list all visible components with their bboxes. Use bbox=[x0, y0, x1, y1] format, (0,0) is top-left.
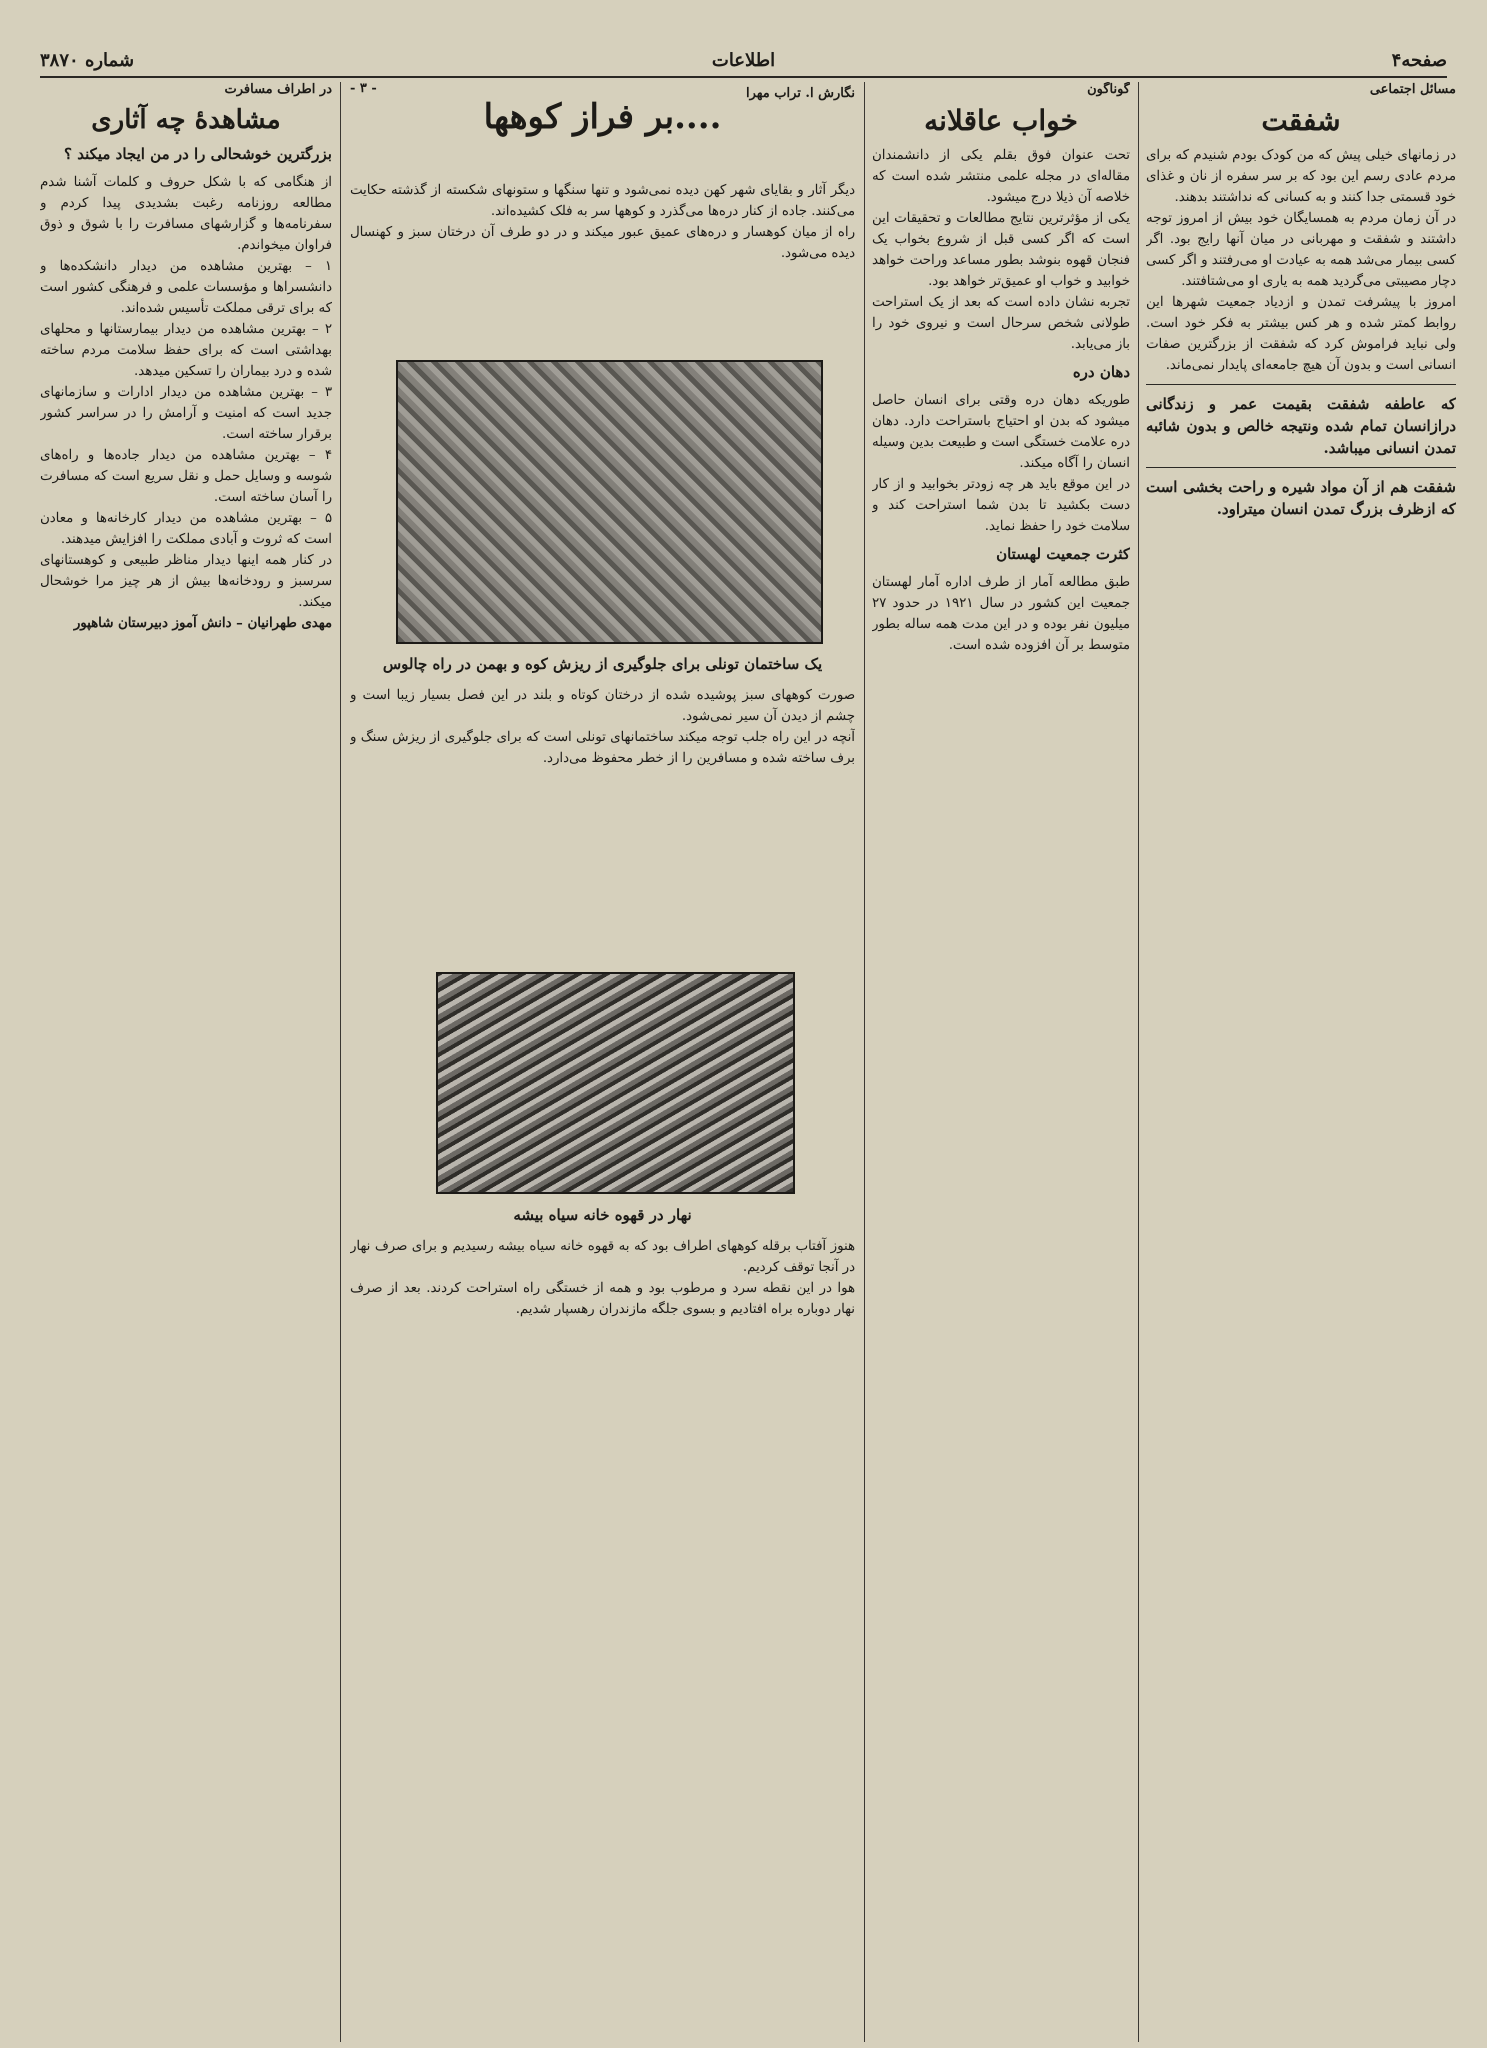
paragraph: در آن زمان مردم به همسایگان خود بیش از امروز توجه داشتند و شفقت و مهربانی در میان آنها رایج بود. اگر کسی بیمار می‌شد همه به عیادت او می‌رفتند و اگر کسی دچار مصیبتی می‌گردید همه به یاری او می‌شتافتند. bbox=[1146, 211, 1456, 289]
paragraph: صورت کوههای سبز پوشیده شده از درختان کوتاه و بلند در این فصل بسیار زیبا است و چشم از دیدن آن سیر نمی‌شود. bbox=[350, 688, 855, 724]
left-column bbox=[40, 82, 332, 2042]
page-number: صفحه۴ bbox=[1391, 50, 1447, 71]
paragraph: در کنار همه اینها دیدار مناظر طبیعی و کوهستانهای سرسبز و رودخانه‌ها بیش از هر چیز مرا خوشحال میکند. bbox=[40, 553, 332, 610]
center-middle-text bbox=[350, 685, 855, 955]
paragraph: ۱ – بهترین مشاهده من دیدار دانشکده‌ها و دانشسراها و مؤسسات علمی و فرهنگی کشور است که برای ترقی مملکت تأسیس شده‌اند. bbox=[40, 259, 332, 316]
paragraph: یکی از مؤثرترین نتایج مطالعات و تحقیقات این است که اگر کسی قبل از شروع بخواب یک فنجان قهوه بنوشد بطور مساعد وراحت خواهد خوابید و خواب او عمیق‌تر خواهد بود. bbox=[872, 211, 1130, 289]
paragraph: در این موقع باید هر چه زودتر بخوابید و از کار دست بکشید تا بدن شما استراحت کند و سلامت خود را حفظ نماید. bbox=[872, 477, 1130, 534]
paragraph: دیگر آثار و بقایای شهر کهن دیده نمی‌شود و تنها سنگها و ستونهای شکسته از گذشته حکایت می‌کنند. جاده از کنار دره‌ها می‌گذرد و کوهها سر به فلک کشیده‌اند. bbox=[350, 183, 855, 219]
section-label: در اطراف مسافرت bbox=[224, 82, 332, 97]
paragraph: امروز با پیشرفت تمدن و ازدیاد جمعیت شهرها این روابط کمتر شده و هر کس بیشتر به فکر خود است. ولی نباید فراموش کرد که شفقت از بزرگترین صفات انسانی است و بدون آن هیچ جامعه‌ای پایدار نمی‌ماند. bbox=[1146, 295, 1456, 373]
paragraph: طبق مطالعه آمار از طرف اداره آمار لهستان جمعیت این کشور در سال ۱۹۲۱ در حدود ۲۷ میلیون نفر بوده و در این مدت همه ساله بطور متوسط بر آن افزوده شده است. bbox=[872, 575, 1130, 653]
paragraph: راه از میان کوهسار و دره‌های عمیق عبور میکند و در دو طرف آن درختان سبز و کهنسال دیده می‌شود. bbox=[350, 225, 855, 261]
center-article-title: ....بر فراز کوهها bbox=[483, 97, 722, 137]
paragraph: هوا در این نقطه سرد و مرطوب بود و همه از خستگی راه استراحت کردند. بعد از صرف نهار دوباره براه افتادیم و بسوی جلگه مازندران رهسپار شدیم. bbox=[350, 1281, 855, 1317]
center-intro bbox=[350, 180, 855, 350]
paragraph: در زمانهای خیلی پیش که من کودک بودم شنیدم که برای مردم عادی رسم این بود که بر سر سفره از نان و غذای خود قسمتی جدا کنند و به کسانی که نداشتند بدهند. bbox=[1146, 148, 1456, 205]
column-rule bbox=[1138, 82, 1139, 2042]
article-title: خواب عاقلانه bbox=[924, 104, 1078, 137]
right-middle-column bbox=[872, 82, 1130, 2042]
paragraph: تحت عنوان فوق بقلم یکی از دانشمندان مقاله‌ای در مجله علمی منتشر شده است که خلاصه آن ذیلا درج میشود. bbox=[872, 148, 1130, 205]
paragraph: ۴ – بهترین مشاهده من دیدار جاده‌ها و راه‌های شوسه و وسایل حمل و نقل سریع است که مسافرت را آسان ساخته است. bbox=[40, 448, 332, 505]
tunnel-photo bbox=[396, 360, 823, 644]
paragraph: آنچه در این راه جلب توجه میکند ساختمانهای تونلی است که برای جلوگیری از ریزش سنگ و برف ساخته شده و مسافرین را از خطر محفوظ می‌دارد. bbox=[350, 730, 855, 766]
newspaper-name: اطلاعات bbox=[711, 50, 776, 71]
photo-caption: نهار در قهوه خانه سیاه بیشه bbox=[513, 1206, 692, 1224]
center-lower-text bbox=[350, 1236, 855, 2036]
column-rule bbox=[864, 82, 865, 2042]
right-column bbox=[1146, 82, 1456, 2042]
subheading: دهان دره bbox=[1072, 363, 1130, 381]
byline: نگارش ا. تراب مهرا bbox=[745, 86, 855, 101]
article-subtitle: بزرگترین خوشحالی را در من ایجاد میکند ؟ bbox=[64, 145, 332, 163]
photo-caption: یک ساختمان تونلی برای جلوگیری از ریزش کوه و بهمن در راه چالوس bbox=[382, 655, 823, 673]
closing-line: شفقت هم از آن مواد شیره و راحت بخشی است که ازظرف بزرگ تمدن انسان میتراود. bbox=[1146, 478, 1456, 518]
article-title: مشاهدهٔ چه آثاری bbox=[91, 105, 281, 135]
paragraph: از هنگامی که با شکل حروف و کلمات آشنا شدم مطالعه روزنامه رغبت بشدیدی پیدا کردم و سفرنامه‌ها و گزارشهای مسافرت را با شوق و ذوق فراوان میخواندم. bbox=[40, 175, 332, 253]
issue-number: شماره ۳۸۷۰ bbox=[40, 50, 135, 71]
paragraph: ۲ – بهترین مشاهده من دیدار بیمارستانها و محلهای بهداشتی است که برای حفظ سلامت مردم ساخته شده و درد بیماران را تسکین میدهد. bbox=[40, 322, 332, 379]
separator bbox=[1146, 467, 1456, 468]
center-title-block bbox=[350, 81, 855, 138]
paragraph: طوریکه دهان دره وقتی برای انسان حاصل میشود که بدن او احتیاج باستراحت دارد. دهان دره علامت خستگی است و طبیعت بدین وسیله انسان را آگاه میکند. bbox=[872, 393, 1130, 471]
section-label: گوناگون bbox=[1087, 82, 1130, 97]
signature: مهدی طهرانیان – دانش آموز دبیرستان شاهپور bbox=[73, 616, 332, 631]
paragraph: ۵ – بهترین مشاهده من دیدار کارخانه‌ها و معادن است که ثروت و آبادی مملکت را افزایش میدهند. bbox=[40, 511, 332, 547]
highlight-box: که عاطفه شفقت بقیمت عمر و زندگانی درازانسان تمام شده ونتیجه خالص و بدون شائبه تمدن انسانی میباشد. bbox=[1146, 395, 1456, 457]
paragraph: تجربه نشان داده است که بعد از یک استراحت طولانی شخص سرحال است و نیروی خود را باز می‌یابد. bbox=[872, 295, 1130, 352]
separator bbox=[1146, 384, 1456, 385]
section-label: مسائل اجتماعی bbox=[1369, 82, 1456, 97]
paragraph: هنوز آفتاب برقله کوههای اطراف بود که به قهوه خانه سیاه بیشه رسیدیم و برای صرف نهار در آنجا توقف کردیم. bbox=[350, 1239, 855, 1275]
page-header bbox=[40, 48, 1447, 78]
subheading: کثرت جمعیت لهستان bbox=[996, 545, 1130, 563]
column-rule bbox=[340, 82, 341, 2042]
paragraph: ۳ – بهترین مشاهده من دیدار ادارات و سازمانهای جدید است که امنیت و آرامش را در سراسر کشور برقرار ساخته است. bbox=[40, 385, 332, 442]
teahouse-photo bbox=[436, 972, 795, 1194]
article-title: شفقت bbox=[1261, 104, 1341, 137]
page-mark: - ۳ - bbox=[350, 81, 377, 96]
